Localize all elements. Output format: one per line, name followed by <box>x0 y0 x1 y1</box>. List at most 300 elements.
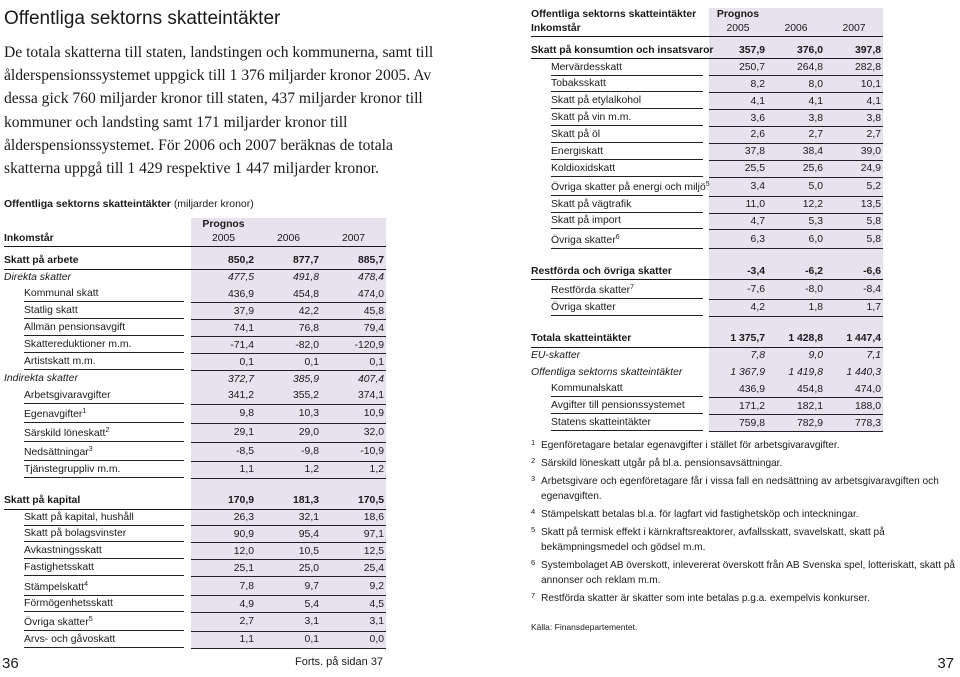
value-cell: -3,4 <box>709 263 767 280</box>
value-cell: 11,0 <box>709 196 767 213</box>
footnote-ref: 2 <box>105 427 110 435</box>
value-cell: 4,7 <box>709 213 767 230</box>
row-label <box>4 612 191 631</box>
value-cell: 170,9 <box>191 492 256 509</box>
row-label-text: Indirekta skatter <box>4 373 78 385</box>
table-row <box>4 370 386 387</box>
footnote-text: Arbetsgivare och egenföretagare får i vissa fall en nedsättning av arbetsgivaravgiften och egenavgiften. <box>541 476 939 502</box>
value-cell: 436,9 <box>709 381 767 398</box>
table-caption-title: Offentliga sektorns skatteintäkter <box>4 198 171 211</box>
value-cell: 1 367,9 <box>709 364 767 381</box>
value-cell: 12,5 <box>321 543 386 560</box>
row-label <box>4 461 191 478</box>
row-label <box>531 263 709 280</box>
right-year-2005: 2005 <box>709 21 767 36</box>
row-label-text: Energiskatt <box>551 144 703 160</box>
row-label <box>531 143 709 160</box>
footnote-number: 6 <box>531 558 536 567</box>
value-cell: 0,1 <box>191 354 256 371</box>
row-label-text: Mervärdesskatt <box>551 60 703 76</box>
value-cell: 6,3 <box>709 230 767 249</box>
value-cell: 12,2 <box>767 196 825 213</box>
row-label-text: Fastighetsskatt <box>24 560 184 576</box>
table-row <box>531 280 883 300</box>
value-cell: 76,8 <box>256 320 321 337</box>
right-table-body <box>531 42 883 432</box>
row-label <box>4 337 191 354</box>
row-label-text: Offentliga sektorns skatteintäkter <box>531 366 683 378</box>
value-cell: 0,1 <box>321 354 386 371</box>
row-label-text: Tobaksskatt <box>551 76 703 92</box>
footnote-text: Egenföretagare betalar egenavgifter i stället för arbetsgivaravgifter. <box>541 440 840 451</box>
value-cell: 74,1 <box>191 320 256 337</box>
row-label <box>4 387 191 404</box>
value-cell: -6,2 <box>767 263 825 280</box>
page-number-left: 36 <box>2 655 19 672</box>
row-label-text: Restförda och övriga skatter <box>531 265 672 277</box>
value-cell: 474,0 <box>825 381 883 398</box>
row-label <box>4 577 191 596</box>
footnote-ref: 7 <box>630 284 635 292</box>
footnote-number: 7 <box>531 591 536 600</box>
table-row <box>531 177 883 196</box>
footnote-text: Restförda skatter är skatter som inte betalas p.g.a. exempelvis konkurser. <box>541 593 870 604</box>
row-label-text: Skatt på bolagsvinster <box>24 526 184 542</box>
value-cell: 4,1 <box>709 93 767 110</box>
value-cell: 182,1 <box>767 398 825 415</box>
row-label <box>4 320 191 337</box>
value-cell: -120,9 <box>321 337 386 354</box>
row-label <box>4 596 191 613</box>
row-label <box>531 110 709 127</box>
table-row <box>531 59 883 76</box>
row-label-text: Skatt på vägtrafik <box>551 197 703 213</box>
table-row <box>4 269 386 286</box>
value-cell: 9,8 <box>191 404 256 423</box>
row-label <box>4 303 191 320</box>
value-cell: 7,8 <box>709 347 767 364</box>
value-cell: 5,3 <box>767 213 825 230</box>
table-row <box>531 330 883 347</box>
row-label-text: Direkta skatter <box>4 272 71 284</box>
row-label-text: Avgifter till pensionssystemet <box>551 398 703 414</box>
table-row <box>531 398 883 415</box>
row-label <box>531 347 709 364</box>
row-label <box>531 381 709 398</box>
row-label <box>4 560 191 577</box>
table-row <box>4 509 386 526</box>
value-cell: 29,1 <box>191 423 256 442</box>
value-cell: 42,2 <box>256 303 321 320</box>
footnote-item <box>531 438 956 453</box>
table-row <box>4 404 386 423</box>
row-label <box>4 543 191 560</box>
footnote-item <box>531 558 956 588</box>
value-cell: 32,0 <box>321 423 386 442</box>
value-cell: 264,8 <box>767 59 825 76</box>
value-cell: 5,8 <box>825 230 883 249</box>
value-cell: 13,5 <box>825 196 883 213</box>
value-cell: 1,2 <box>321 461 386 478</box>
value-cell: 1 419,8 <box>767 364 825 381</box>
row-label <box>531 398 709 415</box>
value-cell: 778,3 <box>825 415 883 432</box>
value-cell: 436,9 <box>191 286 256 303</box>
value-cell: 1 375,7 <box>709 330 767 347</box>
value-cell: 25,1 <box>191 560 256 577</box>
row-label <box>531 415 709 432</box>
row-label-text: Tjänstegruppliv m.m. <box>24 462 184 478</box>
table-row <box>4 303 386 320</box>
value-cell: 9,0 <box>767 347 825 364</box>
source-line: Källa: Finansdepartementet. <box>531 622 638 632</box>
footnote-ref: 4 <box>84 580 88 588</box>
value-cell: 376,0 <box>767 42 825 59</box>
value-cell: 1 447,4 <box>825 330 883 347</box>
row-label <box>531 280 709 300</box>
value-cell: 877,7 <box>256 252 321 269</box>
row-label <box>531 213 709 230</box>
footnote-text: Särskild löneskatt utgår på bl.a. pensionsavsättningar. <box>541 458 783 469</box>
row-label-text: Restförda skatter$^7$ <box>551 280 703 299</box>
table-row <box>531 415 883 432</box>
value-cell: 4,5 <box>321 596 386 613</box>
value-cell: 850,2 <box>191 252 256 269</box>
table-row <box>4 596 386 613</box>
table-row <box>531 213 883 230</box>
value-cell: 4,9 <box>191 596 256 613</box>
row-label-text: Skatt på etylalkohol <box>551 93 703 109</box>
value-cell: 2,7 <box>825 126 883 143</box>
value-cell: 7,8 <box>191 577 256 596</box>
table-row <box>4 423 386 442</box>
row-label <box>4 423 191 442</box>
row-label-text: EU-skatter <box>531 350 581 362</box>
value-cell: 25,4 <box>321 560 386 577</box>
value-cell: 454,8 <box>256 286 321 303</box>
value-cell: -8,5 <box>191 442 256 461</box>
footnote-item <box>531 474 956 504</box>
footnote-number: 3 <box>531 474 536 483</box>
value-cell: 478,4 <box>321 269 386 286</box>
value-cell: 79,4 <box>321 320 386 337</box>
value-cell: 2,7 <box>767 126 825 143</box>
value-cell: 25,5 <box>709 160 767 177</box>
table-row <box>531 93 883 110</box>
value-cell: 1,1 <box>191 461 256 478</box>
right-table-header-row-2 <box>531 21 883 36</box>
right-year-2006: 2006 <box>767 21 825 36</box>
value-cell: 2,6 <box>709 126 767 143</box>
table-row <box>531 126 883 143</box>
table-row <box>4 354 386 371</box>
table-row <box>4 320 386 337</box>
table-row <box>4 286 386 303</box>
intro-paragraph: De totala skatterna till staten, landstingen och kommunerna, samt till ålderspensionssystemet uppgick till 1 376 miljarder kronor 2005. Av dessa gick 760 miljarder kronor till staten, 437 miljarder kronor till kommuner och landsting samt 171 miljarder kronor till ålderspensionssystemet. För 2006 och 2007 beräknas de totala skatterna uppgå till 1 429 respektive 1 447 miljarder kronor. <box>4 44 434 178</box>
footnote-ref: 1 <box>82 408 87 416</box>
value-cell: 18,6 <box>321 509 386 526</box>
value-cell: 24,9 <box>825 160 883 177</box>
table-row <box>531 110 883 127</box>
value-cell: 2,7 <box>191 612 256 631</box>
table-row <box>4 442 386 461</box>
value-cell: 90,9 <box>191 526 256 543</box>
value-cell: 10,3 <box>256 404 321 423</box>
table-row <box>531 42 883 59</box>
row-label-text: Särskild löneskatt$^2$ <box>24 423 184 442</box>
value-cell: 4,1 <box>767 93 825 110</box>
row-label-text: Skatt på konsumtion och insatsvaror <box>531 44 714 56</box>
row-label <box>531 230 709 249</box>
value-cell: 1,2 <box>256 461 321 478</box>
value-cell: 397,8 <box>825 42 883 59</box>
value-cell: 26,3 <box>191 509 256 526</box>
table-row <box>531 347 883 364</box>
value-cell: 385,9 <box>256 370 321 387</box>
value-cell: 1 440,3 <box>825 364 883 381</box>
value-cell: 188,0 <box>825 398 883 415</box>
footnote-number: 4 <box>531 507 536 516</box>
table-row <box>531 143 883 160</box>
footnote-ref: 3 <box>88 446 93 454</box>
table-row <box>531 364 883 381</box>
value-cell: 25,6 <box>767 160 825 177</box>
value-cell: -8,4 <box>825 280 883 300</box>
value-cell: -6,6 <box>825 263 883 280</box>
value-cell: 39,0 <box>825 143 883 160</box>
value-cell: 0,1 <box>256 631 321 648</box>
right-inkomstar-label: Inkomstår <box>531 21 709 36</box>
value-cell: 1,7 <box>825 299 883 316</box>
row-label <box>531 160 709 177</box>
table-header-prognos-row <box>4 218 386 231</box>
value-cell: 3,6 <box>709 110 767 127</box>
table-row <box>4 577 386 596</box>
value-cell: 29,0 <box>256 423 321 442</box>
inkomstar-label: Inkomstår <box>4 231 191 246</box>
value-cell: 12,0 <box>191 543 256 560</box>
value-cell: 491,8 <box>256 269 321 286</box>
value-cell: 282,8 <box>825 59 883 76</box>
value-cell: 5,0 <box>767 177 825 196</box>
value-cell: 454,8 <box>767 381 825 398</box>
value-cell: 1,1 <box>191 631 256 648</box>
value-cell: 759,8 <box>709 415 767 432</box>
value-cell: 32,1 <box>256 509 321 526</box>
left-page <box>4 8 444 649</box>
value-cell: 782,9 <box>767 415 825 432</box>
row-label-text: Avkastningsskatt <box>24 543 184 559</box>
value-cell: 97,1 <box>321 526 386 543</box>
value-cell: 45,8 <box>321 303 386 320</box>
right-table-header-row-1 <box>531 8 883 21</box>
row-label <box>4 442 191 461</box>
footnote-number: 2 <box>531 456 536 465</box>
row-label-text: Skatt på kapital, hushåll <box>24 510 184 526</box>
row-label-text: Kommunal skatt <box>24 286 184 302</box>
value-cell: 474,0 <box>321 286 386 303</box>
row-label <box>531 364 709 381</box>
value-cell: 10,9 <box>321 404 386 423</box>
value-cell: 8,2 <box>709 76 767 93</box>
prognos-label: Prognos <box>191 218 256 231</box>
year-2006: 2006 <box>256 231 321 246</box>
table-row <box>4 560 386 577</box>
value-cell: 38,4 <box>767 143 825 160</box>
footnote-ref: 5 <box>88 616 93 624</box>
row-label-text: Arbetsgivaravgifter <box>24 388 184 404</box>
value-cell: 10,1 <box>825 76 883 93</box>
value-cell: -10,9 <box>321 442 386 461</box>
value-cell: 885,7 <box>321 252 386 269</box>
value-cell: 8,0 <box>767 76 825 93</box>
value-cell: 25,0 <box>256 560 321 577</box>
value-cell: 5,8 <box>825 213 883 230</box>
row-label <box>4 269 191 286</box>
footnote-item <box>531 507 956 522</box>
table-row <box>4 461 386 478</box>
value-cell: -82,0 <box>256 337 321 354</box>
value-cell: 407,4 <box>321 370 386 387</box>
value-cell: 6,0 <box>767 230 825 249</box>
row-label <box>4 370 191 387</box>
row-label <box>531 330 709 347</box>
table-row <box>531 76 883 93</box>
table-header-row <box>4 231 386 246</box>
value-cell: 0,1 <box>256 354 321 371</box>
value-cell: 95,4 <box>256 526 321 543</box>
right-table-title: Offentliga sektorns skatteintäkter <box>531 9 697 20</box>
table-row <box>4 612 386 631</box>
row-label-text: Egenavgifter$^1$ <box>24 404 184 423</box>
left-tax-table <box>4 218 386 649</box>
row-label <box>531 42 714 59</box>
row-label <box>531 177 709 196</box>
value-cell: 477,5 <box>191 269 256 286</box>
table-row <box>4 337 386 354</box>
footnote-ref: 6 <box>615 233 620 241</box>
value-cell: 1,8 <box>767 299 825 316</box>
left-table-body <box>4 252 386 648</box>
row-label <box>531 76 709 93</box>
value-cell: 9,7 <box>256 577 321 596</box>
table-row <box>4 387 386 404</box>
value-cell: 374,1 <box>321 387 386 404</box>
continued-note: Forts. på sidan 37 <box>295 656 384 668</box>
row-label-text: Kommunalskatt <box>551 381 703 397</box>
row-label-text: Skatt på vin m.m. <box>551 110 703 126</box>
row-label <box>4 286 191 303</box>
row-label <box>4 526 191 543</box>
value-cell: -9,8 <box>256 442 321 461</box>
footnote-item <box>531 456 956 471</box>
footnote-item <box>531 525 956 555</box>
value-cell: 7,1 <box>825 347 883 364</box>
value-cell: 4,1 <box>825 93 883 110</box>
row-label-text: Skattereduktioner m.m. <box>24 337 184 353</box>
footnote-number: 1 <box>531 438 536 447</box>
footnote-text: Stämpelskatt betalas bl.a. för lagfart vid fastighetsköp och inteckningar. <box>541 509 859 520</box>
row-label <box>4 404 191 423</box>
footnotes <box>531 438 956 609</box>
value-cell: 37,9 <box>191 303 256 320</box>
table-row <box>531 299 883 316</box>
row-label-text: Skatt på arbete <box>4 254 79 266</box>
table-row <box>4 631 386 648</box>
right-year-2007: 2007 <box>825 21 883 36</box>
value-cell: 181,3 <box>256 492 321 509</box>
row-label-text: Förmögenhetsskatt <box>24 596 184 612</box>
table-row <box>531 230 883 249</box>
row-label <box>4 509 191 526</box>
row-label <box>4 492 191 509</box>
row-label-text: Artistskatt m.m. <box>24 354 184 370</box>
row-label-text: Allmän pensionsavgift <box>24 320 184 336</box>
footnote-text: Systembolaget AB överskott, inlevererat överskott från AB Svenska spel, lotteriskatt, skatt på annonser och reklam m.m. <box>541 560 956 586</box>
value-cell: 3,4 <box>709 177 767 196</box>
value-cell: 3,1 <box>256 612 321 631</box>
value-cell: -71,4 <box>191 337 256 354</box>
table-row <box>4 526 386 543</box>
value-cell: 341,2 <box>191 387 256 404</box>
row-label <box>531 299 709 316</box>
page-number-right: 37 <box>937 655 954 672</box>
value-cell: -8,0 <box>767 280 825 300</box>
row-label <box>531 126 709 143</box>
row-label <box>4 631 191 648</box>
value-cell: 3,1 <box>321 612 386 631</box>
table-row <box>531 196 883 213</box>
row-label-text: Övriga skatter$^5$ <box>24 612 184 631</box>
table-row <box>4 492 386 509</box>
row-label-text: Arvs- och gåvoskatt <box>24 632 184 648</box>
row-label <box>4 252 191 269</box>
value-cell: 1 428,8 <box>767 330 825 347</box>
value-cell: -7,6 <box>709 280 767 300</box>
row-label-text: Skatt på kapital <box>4 494 81 506</box>
table-caption-unit: (miljarder kronor) <box>173 198 254 211</box>
footnote-ref: 5 <box>705 181 710 189</box>
value-cell: 355,2 <box>256 387 321 404</box>
row-label-text: Koldioxidskatt <box>551 161 703 177</box>
row-label-text: Totala skatteintäkter <box>531 332 632 344</box>
value-cell: 37,8 <box>709 143 767 160</box>
footnote-number: 5 <box>531 525 536 534</box>
row-label-text: Statens skatteintäkter <box>551 415 703 431</box>
table-row <box>531 160 883 177</box>
page-title: Offentliga sektorns skatteintäkter <box>4 8 281 29</box>
value-cell: 4,2 <box>709 299 767 316</box>
table-caption <box>4 198 444 210</box>
value-cell: 357,9 <box>709 42 767 59</box>
table-row <box>4 543 386 560</box>
right-page <box>531 8 883 432</box>
right-prognos-label: Prognos <box>709 8 767 21</box>
right-tax-table <box>531 8 883 432</box>
value-cell: 9,2 <box>321 577 386 596</box>
table-row <box>4 252 386 269</box>
value-cell: 0,0 <box>321 631 386 648</box>
row-label-text: Skatt på import <box>551 213 703 229</box>
table-row <box>531 381 883 398</box>
value-cell: 5,2 <box>825 177 883 196</box>
table-row <box>531 263 883 280</box>
row-label-text: Övriga skatter på energi och miljö$^5$ <box>551 177 703 196</box>
value-cell: 170,5 <box>321 492 386 509</box>
footnote-item <box>531 591 956 606</box>
row-label-text: Stämpelskatt$^4$ <box>24 577 184 596</box>
row-label <box>531 196 709 213</box>
